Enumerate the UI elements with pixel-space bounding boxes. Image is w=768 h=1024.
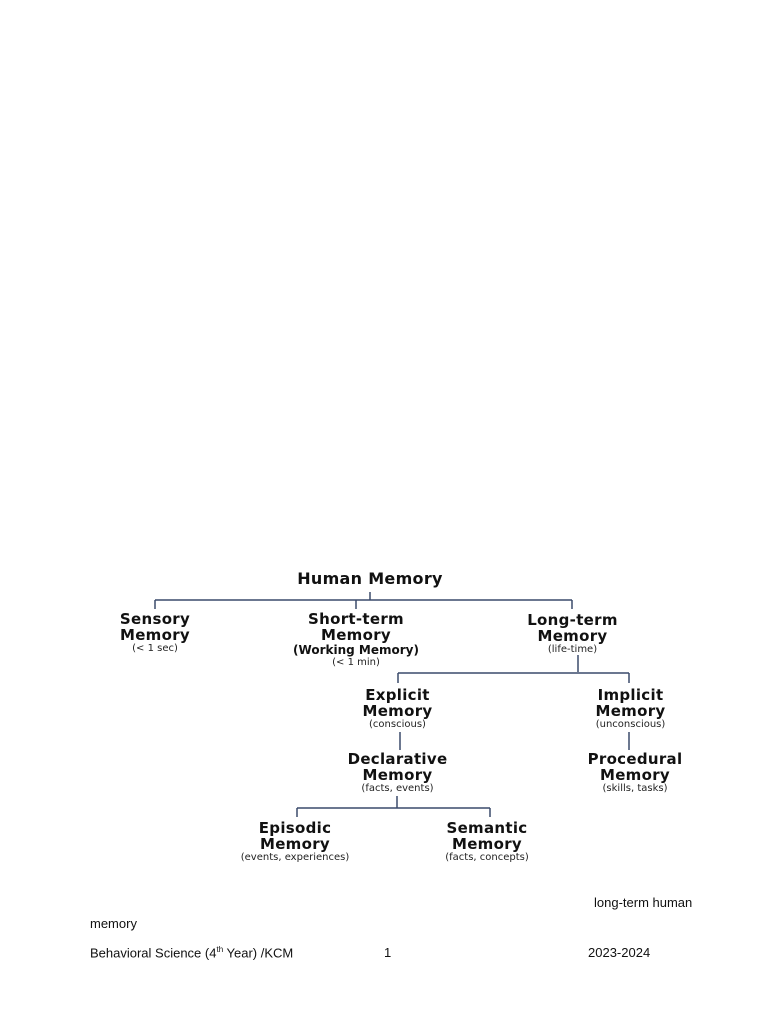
node-title-line1: Implicit bbox=[597, 686, 664, 704]
footer-academic-year: 2023-2024 bbox=[588, 945, 651, 960]
node-title: Human Memory bbox=[297, 569, 443, 588]
node-subtitle: (skills, tasks) bbox=[602, 783, 668, 794]
footer-course-tail: Year) /KCM bbox=[223, 945, 294, 961]
node-implicit-memory bbox=[558, 687, 703, 731]
node-title-line2: Memory bbox=[537, 627, 608, 645]
figure-caption-line1: long-term human bbox=[594, 895, 693, 910]
node-subtitle: (facts, events) bbox=[361, 783, 434, 794]
node-title-line1: Semantic bbox=[446, 819, 528, 837]
footer-course-superscript: th bbox=[216, 945, 224, 954]
node-title-line1: Explicit bbox=[365, 686, 430, 704]
node-subtitle: (events, experiences) bbox=[240, 852, 350, 863]
node-title-line1: Declarative bbox=[347, 750, 448, 768]
node-title-line2: Memory bbox=[599, 766, 670, 784]
footer-page-number: 1 bbox=[384, 945, 392, 960]
node-title-line2: Memory bbox=[119, 626, 190, 644]
node-subtitle: (< 1 min) bbox=[332, 657, 380, 668]
node-long-term-memory bbox=[495, 612, 650, 656]
node-subtitle: (unconscious) bbox=[595, 719, 666, 730]
node-title-line2: Memory bbox=[595, 702, 666, 720]
node-title-line2: Memory bbox=[362, 702, 433, 720]
node-declarative-memory bbox=[315, 751, 480, 795]
node-episodic-memory bbox=[205, 820, 385, 864]
footer-course-text: Behavioral Science (4 bbox=[90, 945, 217, 961]
node-title-line1: Short-term bbox=[308, 610, 404, 628]
node-title-line2: Memory bbox=[362, 766, 433, 784]
footer-course bbox=[90, 945, 293, 960]
node-semantic-memory bbox=[412, 820, 562, 864]
node-title-line1: Procedural bbox=[587, 750, 683, 768]
node-human-memory bbox=[250, 571, 490, 587]
node-sensory-memory bbox=[85, 611, 225, 655]
figure-caption-line2: memory bbox=[90, 916, 137, 931]
node-subtitle: (life-time) bbox=[547, 644, 598, 655]
node-short-term-memory bbox=[256, 611, 456, 669]
node-subtitle: (conscious) bbox=[369, 719, 426, 730]
node-subtitle: (< 1 sec) bbox=[132, 643, 178, 654]
node-title-line1: Long-term bbox=[527, 611, 618, 629]
node-title-line2: Memory bbox=[451, 835, 522, 853]
node-title-line2: Memory bbox=[259, 835, 330, 853]
node-title-line1: Sensory bbox=[119, 610, 191, 628]
node-subtitle-bold: (Working Memory) bbox=[293, 643, 419, 657]
node-subtitle: (facts, concepts) bbox=[445, 852, 529, 863]
node-title-line1: Episodic bbox=[258, 819, 332, 837]
node-explicit-memory bbox=[325, 687, 470, 731]
node-procedural-memory bbox=[560, 751, 710, 795]
node-title-line2: Memory bbox=[320, 626, 391, 644]
